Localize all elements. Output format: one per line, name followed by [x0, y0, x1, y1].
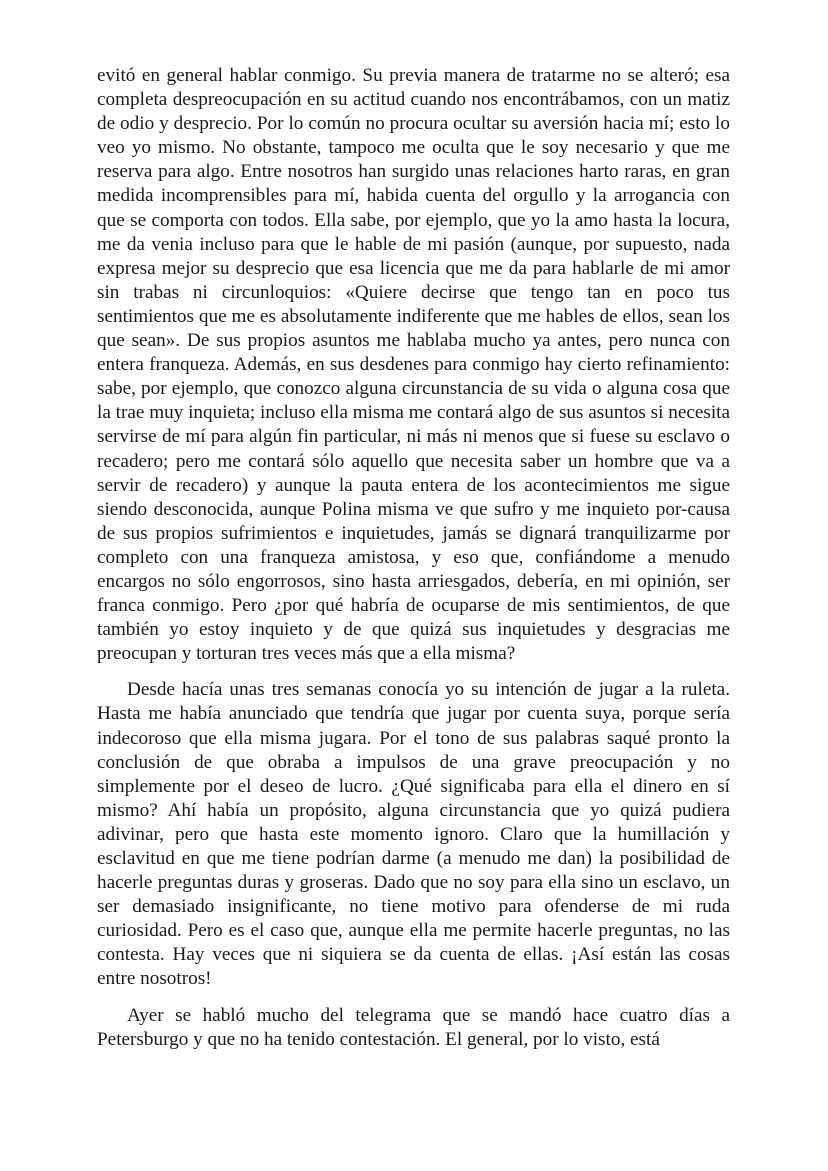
paragraph-1: evitó en general hablar conmigo. Su previa manera de tratarme no se alteró; esa completa despreocupación en su actitud cuando nos encontrábamos, con un matiz de odio y desprecio. Por lo común no procura ocultar su aversión hacia mí; esto lo veo yo mismo. No obstante, tampoco me oculta que le soy necesario y que me reserva para algo. Entre nosotros han surgido unas relaciones harto raras, en gran medida incomprensibles para mí, habida cuenta del orgullo y la arrogancia con que se comporta con todos. Ella sabe, por ejemplo, que yo la amo hasta la locura, me da venia incluso para que le hable de mi pasión (aunque, por supuesto, nada expresa mejor su desprecio que esa licencia que me da para hablarle de mi amor sin trabas ni circunloquios: «Quiere decirse que tengo tan en poco tus sentimientos que me es absolutamente indiferente que me hables de ellos, sean los que sean». De sus propios asuntos me hablaba mucho ya antes, pero nunca con entera franqueza. Además, en sus desdenes para conmigo hay cierto refinamiento: sabe, por ejemplo, que conozco alguna circunstancia de su vida o alguna cosa que la trae muy inquieta; incluso ella misma me contará algo de sus asuntos si necesita servirse de mí para algún fin particular, ni más ni menos que si fuese su esclavo o recadero; pero me contará sólo aquello que necesita saber un hombre que va a servir de recadero) y aunque la pauta entera de los acontecimientos me sigue siendo desconocida, aunque Polina misma ve que sufro y me inquieto por-causa de sus propios sufrimientos e inquietudes, jamás se dignará tranquilizarme por completo con una franqueza amistosa, y eso que, confiándome a menudo encargos no sólo engorrosos, sino hasta arriesgados, debería, en mi opinión, ser franca conmigo. Pero ¿por qué habría de ocuparse de mis sentimientos, de que también yo estoy inquieto y de que quizá sus inquietudes y desgracias me preocupan y torturan tres veces más que a ella misma? — [97, 65, 731, 665]
document-page — [97, 64, 730, 1064]
paragraph-3: Ayer se habló mucho del telegrama que se mandó hace cuatro días a Petersburgo y que no ha tenido contestación. El general, por lo visto, está — [97, 1004, 730, 1050]
paragraph-2: Desde hacía unas tres semanas conocía yo su intención de jugar a la ruleta. Hasta me había anunciado que tendría que jugar por cuenta suya, porque sería indecoroso que ella misma jugara. Por el tono de sus palabras saqué pronto la conclusión de que obraba a impulsos de una grave preocupación y no simplemente por el deseo de lucro. ¿Qué significaba para ella el dinero en sí mismo? Ahí había un propósito, alguna circunstancia que yo quizá pudiera adivinar, pero que hasta este momento ignoro. Claro que la humillación y esclavitud en que me tiene podrían darme (a menudo me dan) la posibilidad de hacerle preguntas duras y groseras. Dado que no soy para ella sino un esclavo, un ser demasiado insignificante, no tiene motivo para ofenderse de mi ruda curiosidad. Pero es el caso que, aunque ella me permite hacerle preguntas, no las contesta. Hay veces que ni siquiera se da cuenta de ellas. ¡Así están las cosas entre nosotros! — [97, 679, 730, 990]
